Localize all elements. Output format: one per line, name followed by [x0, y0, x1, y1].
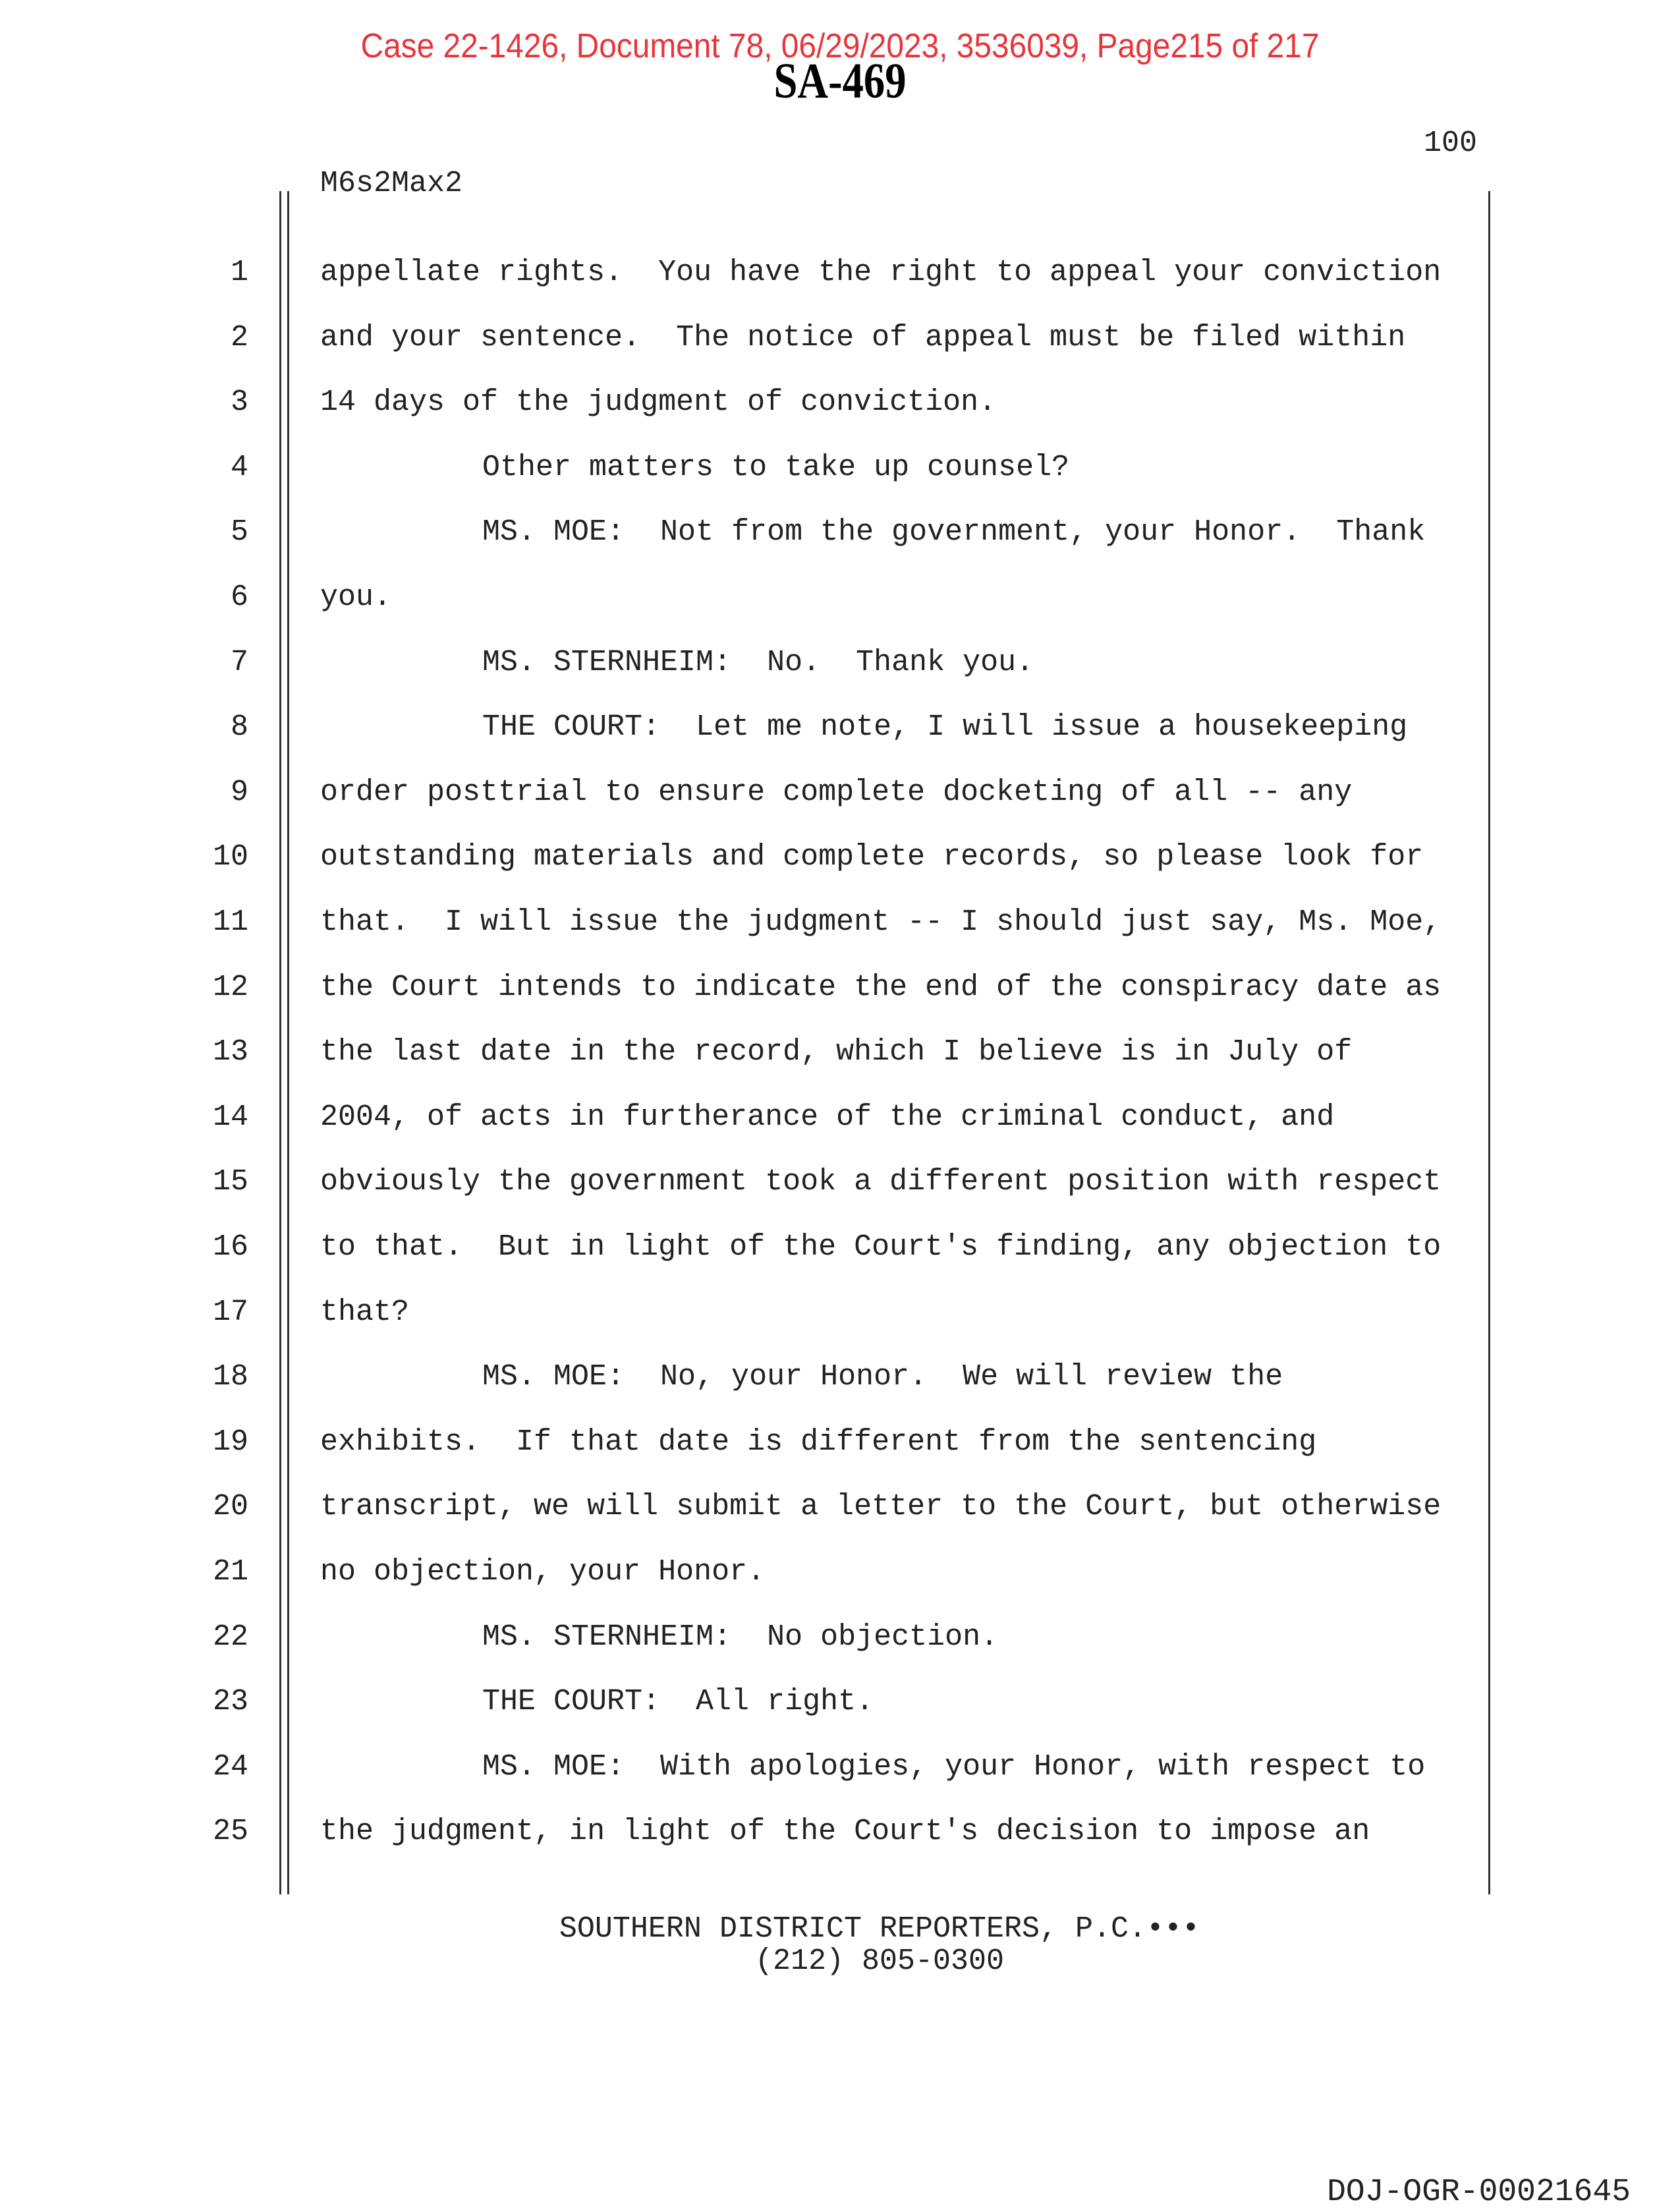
- line-number: 25: [212, 1815, 248, 1849]
- line-number: 14: [212, 1100, 248, 1134]
- line-number: 11: [212, 905, 248, 939]
- transcript-line: MS. STERNHEIM: No objection.: [482, 1620, 999, 1654]
- transcript-line: and your sentence. The notice of appeal must be filed within: [320, 320, 1406, 354]
- sa-page-label: SA-469: [773, 53, 907, 109]
- transcript-line: the Court intends to indicate the end of the conspiracy date as: [320, 970, 1442, 1004]
- reporter-phone: (212) 805-0300: [754, 1944, 1005, 1978]
- line-number: 24: [212, 1749, 248, 1784]
- transcript-line: MS. STERNHEIM: No. Thank you.: [482, 645, 1034, 679]
- transcript-line: that. I will issue the judgment -- I should just say, Ms. Moe,: [320, 905, 1442, 939]
- transcript-line: MS. MOE: Not from the government, your Honor. Thank: [482, 515, 1426, 550]
- transcript-line: the judgment, in light of the Court's decision to impose an: [320, 1815, 1370, 1849]
- line-number: 21: [212, 1555, 248, 1589]
- transcript-line: outstanding materials and complete records, so please look for: [320, 840, 1424, 874]
- transcript-line: transcript, we will submit a letter to the Court, but otherwise: [320, 1490, 1442, 1524]
- transcript-line: 2004, of acts in furtherance of the criminal conduct, and: [320, 1100, 1335, 1134]
- line-number: 15: [212, 1165, 248, 1199]
- transcript-line: MS. MOE: With apologies, your Honor, with respect to: [482, 1749, 1426, 1784]
- transcript-line: appellate rights. You have the right to appeal your conviction: [320, 256, 1442, 289]
- line-number: 5: [230, 515, 248, 550]
- transcript-line: MS. MOE: No, your Honor. We will review the: [482, 1360, 1283, 1394]
- line-number: 16: [212, 1230, 248, 1264]
- line-number: 12: [212, 970, 248, 1004]
- line-number: 2: [230, 320, 248, 354]
- transcript-line: Other matters to take up counsel?: [482, 450, 1070, 484]
- line-number: 23: [212, 1685, 248, 1719]
- transcript-page-number: 100: [1423, 127, 1477, 160]
- transcript-line: obviously the government took a different position with respect: [320, 1165, 1442, 1199]
- right-margin-rule: [1488, 191, 1490, 1894]
- transcript-line: exhibits. If that date is different from the sentencing: [320, 1425, 1317, 1459]
- line-number: 18: [212, 1360, 248, 1394]
- line-number: 7: [230, 645, 248, 679]
- line-number: 20: [212, 1490, 248, 1524]
- line-number: 22: [212, 1620, 248, 1654]
- line-number: 3: [230, 385, 248, 420]
- left-margin-rule: [287, 191, 289, 1894]
- transcript-line: that?: [320, 1295, 410, 1329]
- transcript-line: to that. But in light of the Court's finding, any objection to: [320, 1230, 1442, 1264]
- transcript-line: order posttrial to ensure complete docketing of all -- any: [320, 775, 1353, 809]
- bates-number: DOJ-OGR-00021645: [1327, 2174, 1631, 2210]
- line-number: 19: [212, 1425, 248, 1459]
- line-number: 8: [230, 710, 248, 745]
- transcript-line: no objection, your Honor.: [320, 1555, 766, 1589]
- line-number: 4: [230, 450, 248, 484]
- line-number: 13: [212, 1035, 248, 1069]
- reporter-name: SOUTHERN DISTRICT REPORTERS, P.C.•••: [559, 1912, 1200, 1946]
- transcript-line: the last date in the record, which I believe is in July of: [320, 1035, 1353, 1069]
- transcript-line: THE COURT: All right.: [482, 1685, 874, 1719]
- line-number: 6: [230, 581, 248, 614]
- case-stamp: Case 22-1426, Document 78, 06/29/2023, 3536039, Page215 of 217: [360, 27, 1320, 65]
- line-number: 17: [212, 1295, 248, 1329]
- transcript-line: 14 days of the judgment of conviction.: [320, 385, 997, 420]
- line-number: 10: [212, 840, 248, 874]
- transcript-line: THE COURT: Let me note, I will issue a housekeeping: [482, 710, 1408, 745]
- left-margin-rule: [279, 191, 281, 1894]
- line-number: 1: [230, 256, 248, 289]
- document-code: M6s2Max2: [320, 167, 463, 200]
- transcript-line: you.: [320, 581, 392, 614]
- line-number: 9: [230, 775, 248, 809]
